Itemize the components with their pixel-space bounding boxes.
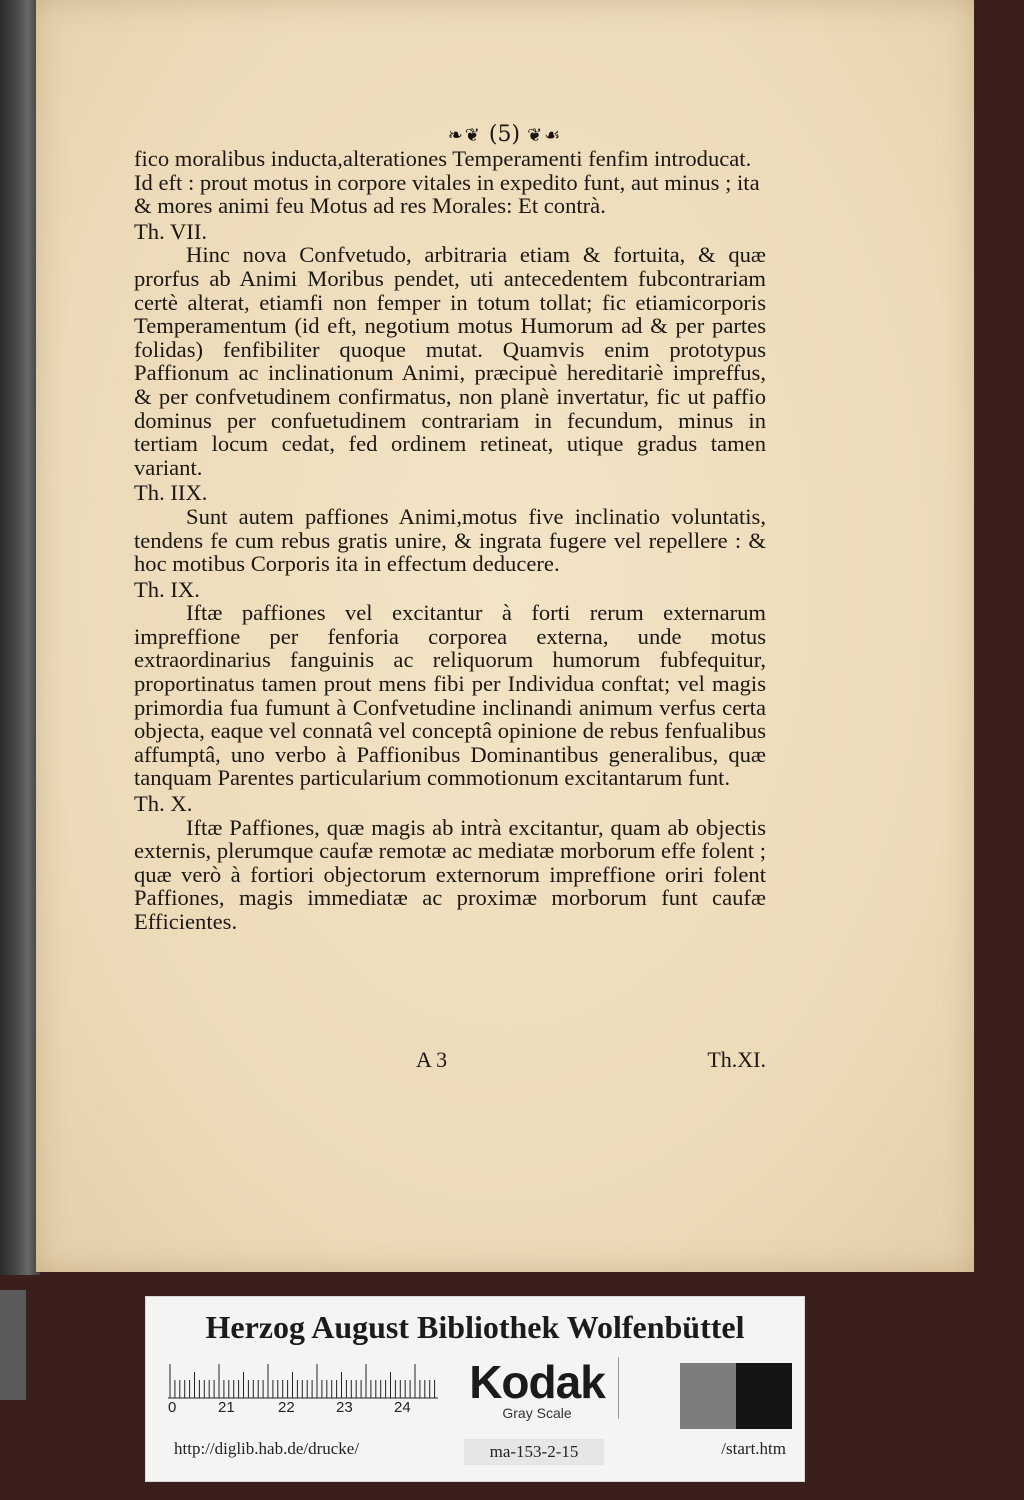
- thesis-heading: Th. IX.: [134, 576, 200, 602]
- ruler-number: 21: [218, 1399, 235, 1416]
- spine-edge: [0, 1290, 26, 1400]
- ruler-scale: [168, 1357, 438, 1416]
- paragraph: fico moralibus inducta,alterationes Temperamenti fenfim introducat. Id eft : prout motus in corpore vitales in expedito funt, aut minus ; ita & mores animi feu Motus ad res Morales: Et contrà.: [134, 146, 760, 219]
- body-text: [134, 147, 766, 934]
- library-color-card: [145, 1296, 805, 1482]
- gray-scale-label: Gray Scale: [502, 1405, 572, 1421]
- book-spine: [0, 0, 40, 1275]
- shelfmark: ma-153-2-15: [464, 1439, 604, 1465]
- thesis-heading: Th. VII.: [134, 218, 207, 244]
- thesis-heading: Th. IIX.: [134, 480, 208, 506]
- paragraph: Sunt autem paffiones Animi,motus five inclinatio voluntatis, tendens fe cum rebus gratis unire, & ingrata fugere vel repellere : & hoc motibus Corporis ita in effectum deducere.: [134, 503, 766, 577]
- page-number: (5): [488, 122, 521, 147]
- kodak-logo: Kodak: [469, 1356, 605, 1408]
- ruler-number: 22: [278, 1399, 295, 1416]
- gray-patch: [680, 1363, 736, 1429]
- paragraph: Iftæ paffiones vel excitantur à forti rerum externarum impreffione per fenforia corporea externa, unde motus extraordinarius fanguinis ac reliquorum humorum fubfequitur, proportinatus tamen prout mens fibi per Individua conftat; vel magis primordia fua fumunt à Confvetudine inclinandi animum verfus certa objecta, eaque vel connatâ vel conceptâ opinione de rebus fenfualibus affumptâ, uno verbo à Paffionibus Dominantibus generalibus, quæ tanquam Parentes particularium commotionum excitantarum funt.: [134, 600, 766, 791]
- library-url: http://diglib.hab.de/drucke/: [174, 1439, 360, 1458]
- catchword: Th.XI.: [707, 1047, 766, 1072]
- thesis-heading: Th. X.: [134, 791, 193, 817]
- ornament-left-icon: ❧❦: [447, 125, 482, 146]
- ruler-number: 24: [394, 1399, 411, 1416]
- ruler-number: 23: [336, 1399, 353, 1416]
- signature-mark: A 3: [416, 1047, 448, 1072]
- black-patch: [736, 1363, 792, 1429]
- page-header: [36, 122, 974, 147]
- ornament-right-icon: ❦☙: [527, 125, 563, 146]
- paragraph: Hinc nova Confvetudo, arbitraria etiam & fortuita, & quæ prorfus ab Animi Moribus pendet, uti antecedentem fubcontrariam certè alterat, etiamfi non femper in totum tollat; fic etiamicorporis Temperamentum (id eft, negotium motus Humorum ad & per partes folidas) fenfibiliter quoque mutat. Quamvis enim prototypus Paffionum ac inclinationum Animi, præcipuè hereditariè impreffus, & per confvetudinem confirmatus, non planè invertatur, fic ut paffio dominus per confuetudinem contrariam in fecundum, minus in tertiam locum cedat, fed ordinem retineat, utique gradus tamen variant.: [134, 242, 766, 480]
- ruler-ticks: [168, 1357, 438, 1399]
- start-link: /start.htm: [721, 1439, 786, 1458]
- page-footer: [134, 1047, 766, 1073]
- card-title: Herzog August Bibliothek Wolfenbüttel: [205, 1309, 745, 1345]
- ruler-number: 0: [168, 1399, 177, 1416]
- paragraph: Iftæ Paffiones, quæ magis ab intrà excitantur, quam ab objectis externis, plerumque caufæ remotæ ac mediatæ morborum effe folent ; quæ verò à fortiori objectorum externorum impreffione oriri folent Paffiones, magis immediatæ ac proximæ morborum funt caufæ Efficientes.: [134, 814, 767, 934]
